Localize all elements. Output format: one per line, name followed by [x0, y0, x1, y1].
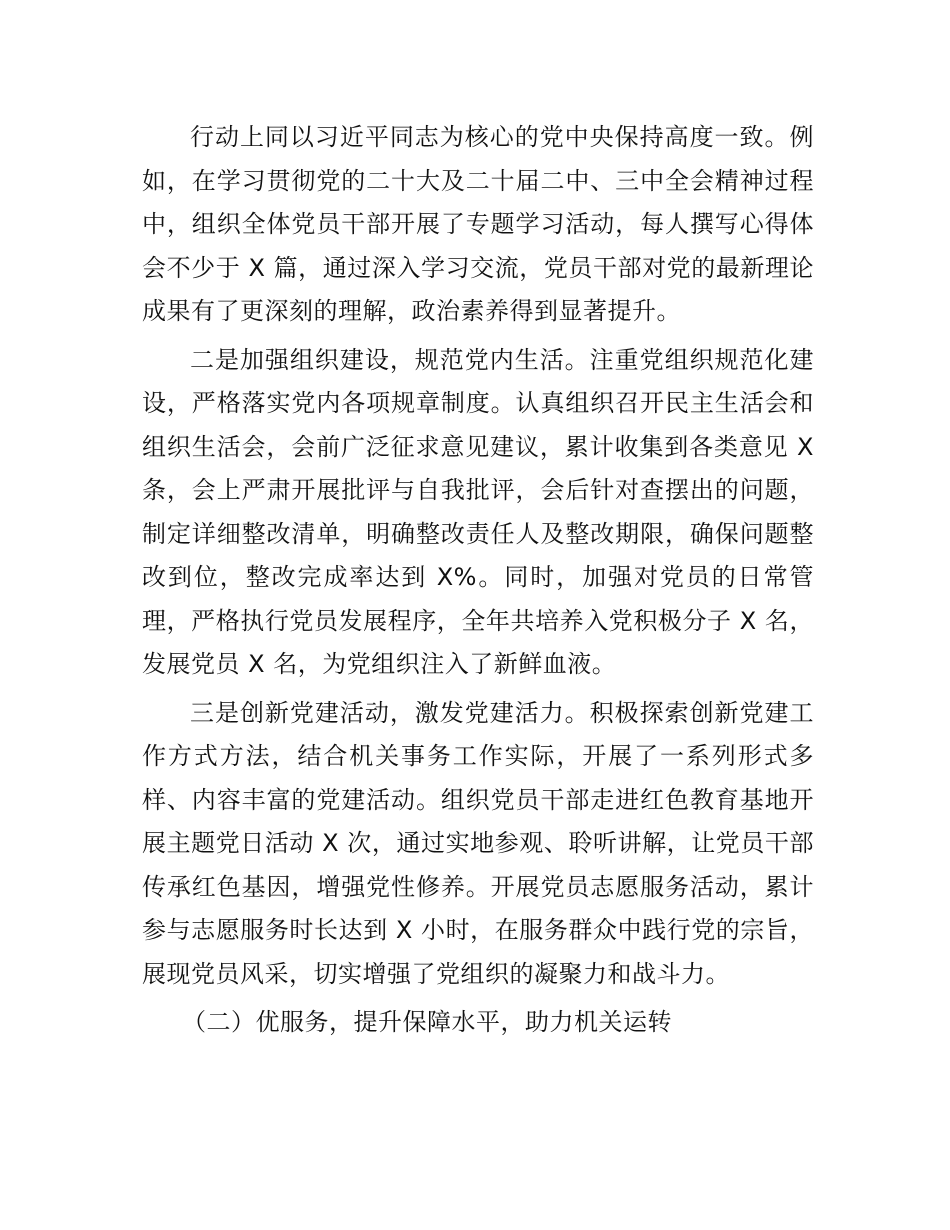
- paragraph-party-activities: 三是创新党建活动，激发党建活力。积极探索创新党建工作方式方法，结合机关事务工作实际，开展了一系列形式多样、内容丰富的党建活动。组织党员干部走进红色教育基地开展主题党日活动 X 次，通过实地参观、聆听讲解，让党员干部传承红色基因，增强党性修养。开展党员志愿服务活动，累计参与志愿服务时长达到 X 小时，在服务群众中践行党的宗旨，展现党员风采，切实增强了党组织的凝聚力和战斗力。: [142, 698, 814, 988]
- paragraph-political-alignment: 行动上同以习近平同志为核心的党中央保持高度一致。例如，在学习贯彻党的二十大及二十届二中、三中全会精神过程中，组织全体党员干部开展了专题学习活动，每人撰写心得体会不少于 X 篇，通过深入学习交流，党员干部对党的最新理论成果有了更深刻的理解，政治素养得到显著提升。: [142, 123, 814, 325]
- paragraph-organization-building: 二是加强组织建设，规范党内生活。注重党组织规范化建设，严格落实党内各项规章制度。认真组织召开民主生活会和组织生活会，会前广泛征求意见建议，累计收集到各类意见 X 条，会上严肃开展批评与自我批评，会后针对查摆出的问题，制定详细整改清单，明确整改责任人及整改期限，确保问题整改到位，整改完成率达到 X%。同时，加强对党员的日常管理，严格执行党员发展程序，全年共培养入党积极分子 X 名，发展党员 X 名，为党组织注入了新鲜血液。: [142, 345, 814, 678]
- document-body: [142, 116, 814, 1045]
- section-heading: （二）优服务，提升保障水平，助力机关运转: [182, 1008, 672, 1036]
